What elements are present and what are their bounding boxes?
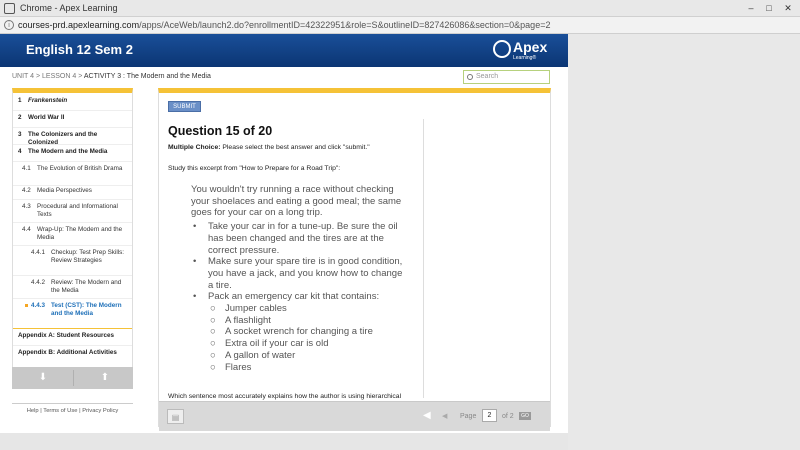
nav-label: Test (CST): The Modern and the Media (51, 302, 122, 317)
sub-list-item (191, 303, 403, 315)
question-title: Question 15 of 20 (168, 124, 273, 138)
question-panel (158, 88, 551, 427)
current-marker-icon (25, 304, 28, 307)
nav-num: 3 (18, 131, 22, 138)
divider (423, 119, 424, 398)
list-item (191, 221, 403, 256)
prev-page-icon[interactable]: ◀ (423, 410, 431, 421)
sub-list-item-text: Extra oil if your car is old (225, 338, 329, 350)
list-item-text: Make sure your spare tire is in good condition, you have a jack, and you know how to change a tire. (208, 256, 403, 291)
sub-list-item (191, 350, 403, 362)
list-item (191, 256, 403, 291)
circle-bullet-icon: ○ (210, 361, 216, 373)
nav-item-3[interactable] (13, 131, 132, 145)
search-icon (467, 74, 473, 80)
nav-item-4[interactable] (13, 148, 132, 162)
course-header (0, 34, 568, 67)
list-item (191, 291, 403, 303)
nav-item-4-4-1[interactable] (13, 249, 132, 276)
divider (73, 370, 74, 386)
circle-bullet-icon: ○ (210, 349, 216, 361)
footer-links (12, 403, 133, 414)
footer-sep: | (40, 408, 42, 414)
breadcrumb-unit[interactable]: UNIT 4 (12, 73, 35, 80)
question-footer (159, 401, 550, 431)
nav-num: 4.4.3 (31, 302, 46, 309)
address-bar[interactable] (0, 17, 800, 34)
circle-bullet-icon: ○ (210, 314, 216, 326)
nav-label: Review: The Modern and the Media (51, 279, 122, 294)
outline-scroll-bar (12, 367, 133, 389)
breadcrumb-activity: ACTIVITY 3 : The Modern and the Media (83, 73, 211, 80)
circle-bullet-icon: ○ (210, 338, 216, 350)
sub-list-item (191, 326, 403, 338)
terms-link[interactable]: Terms of Use (43, 408, 78, 414)
breadcrumb-sep: > (76, 73, 84, 80)
bullet-icon: • (193, 256, 197, 268)
study-prompt: Study this excerpt from "How to Prepare for a Road Trip": (168, 165, 341, 172)
sub-list-item-text: Jumper cables (225, 303, 287, 315)
circle-bullet-icon: ○ (210, 303, 216, 315)
scroll-down-icon[interactable]: ⬇ (38, 372, 48, 383)
nav-item-4-1[interactable] (13, 165, 132, 186)
apex-logo (493, 39, 553, 63)
nav-item-4-4-3[interactable] (13, 302, 132, 329)
nav-num: 4.4 (22, 226, 31, 233)
breadcrumb (12, 73, 211, 80)
nav-num: 2 (18, 114, 22, 121)
question-stem: Which sentence most accurately explains how the author is using hierarchical (168, 393, 402, 400)
prev-small-icon[interactable]: ◀ (442, 413, 448, 420)
url-text[interactable] (18, 20, 550, 30)
nav-label: Appendix A: Student Resources (18, 332, 114, 339)
maximize-button[interactable]: □ (766, 3, 772, 13)
list-item-text: Take your car in for a tune-up. Be sure the oil has been changed and the tires are at the correct pressure. (208, 221, 398, 256)
nav-item-4-4-2[interactable] (13, 279, 132, 299)
nav-label: Frankenstein (28, 97, 68, 104)
bullet-icon: • (193, 291, 197, 303)
nav-num: 4.4.2 (31, 279, 46, 286)
nav-item-appendix-b[interactable] (13, 349, 132, 363)
nav-label: The Modern and the Media (28, 148, 108, 155)
nav-num: 4.2 (22, 187, 31, 194)
course-page (0, 67, 568, 433)
search-placeholder: Search (476, 73, 499, 80)
url-path: /apps/AceWeb/launch2.do?enrollmentID=42322951&role=S&outlineID=827426086&section=0&page=2 (139, 20, 551, 30)
course-title: English 12 Sem 2 (26, 42, 133, 57)
scroll-up-icon[interactable]: ⬆ (100, 372, 110, 383)
page-count: of 2 (502, 413, 514, 420)
instruction-text: Please select the best answer and click "submit." (220, 144, 370, 151)
breadcrumb-sep: > (34, 73, 43, 80)
window-title: Chrome - Apex Learning (20, 3, 118, 13)
sub-list-item (191, 315, 403, 327)
footer-sep: | (79, 408, 81, 414)
go-button[interactable]: GO (519, 412, 531, 420)
nav-label: Appendix B: Additional Activities (18, 349, 117, 356)
empty-area (568, 34, 800, 450)
nav-item-4-4[interactable] (13, 226, 132, 246)
nav-item-4-3[interactable] (13, 203, 132, 223)
nav-num: 4.4.1 (31, 249, 46, 256)
minimize-button[interactable]: – (748, 3, 754, 13)
excerpt (191, 184, 403, 373)
nav-item-appendix-a[interactable] (13, 332, 132, 346)
question-type: Multiple Choice: (168, 144, 221, 151)
nav-item-4-2[interactable] (13, 187, 132, 200)
title-bar (0, 0, 800, 17)
nav-label: The Colonizers and the Colonized (28, 131, 98, 146)
nav-label: Procedural and Informational Texts (37, 203, 118, 218)
apex-logo-name: Apex (513, 39, 548, 55)
bullet-icon: • (193, 221, 197, 233)
help-link[interactable]: Help (26, 408, 39, 414)
apex-logo-mark-icon (493, 40, 511, 58)
page-number-input[interactable]: 2 (482, 409, 497, 422)
apex-logo-sub: Learning® (513, 55, 537, 61)
page-label: Page (460, 413, 477, 420)
sub-list-item-text: A flashlight (225, 314, 271, 326)
nav-label: Checkup: Test Prep Skills: Review Strategies (51, 249, 125, 264)
nav-num: 4 (18, 148, 22, 155)
search-input[interactable] (463, 70, 550, 84)
nav-num: 4.1 (22, 165, 31, 172)
submit-button[interactable]: SUBMIT (168, 101, 201, 112)
nav-num: 4.3 (22, 203, 31, 210)
nav-num: 1 (18, 97, 22, 104)
sub-list-item-text: Flares (225, 361, 252, 373)
excerpt-intro: You wouldn't try running a race without checking your shoelaces and eating a good meal; the same goes for your car on a long trip. (191, 184, 402, 219)
privacy-link[interactable]: Privacy Policy (82, 408, 119, 414)
app-icon (4, 3, 15, 14)
close-button[interactable]: ✕ (784, 3, 792, 13)
nav-item-2[interactable] (13, 114, 132, 128)
circle-bullet-icon: ○ (210, 326, 216, 338)
list-item-text: Pack an emergency car kit that contains: (208, 291, 380, 303)
sub-list-item (191, 362, 403, 374)
sub-list-item-text: A socket wrench for changing a tire (225, 326, 373, 338)
url-host: courses-prd.apexlearning.com (18, 20, 140, 30)
nav-item-1[interactable] (13, 97, 132, 111)
sub-list-item (191, 338, 403, 350)
site-info-icon[interactable]: i (4, 20, 14, 30)
nav-label: Wrap-Up: The Modern and the Media (37, 226, 123, 241)
nav-label: World War II (28, 114, 65, 121)
course-outline (12, 88, 133, 388)
instructions (168, 144, 370, 151)
nav-label: Media Perspectives (37, 187, 92, 194)
sub-list-item-text: A gallon of water (225, 349, 296, 361)
nav-label: The Evolution of British Drama (37, 165, 123, 172)
breadcrumb-lesson[interactable]: LESSON 4 (42, 73, 77, 80)
print-icon[interactable]: ▤ (167, 409, 184, 424)
